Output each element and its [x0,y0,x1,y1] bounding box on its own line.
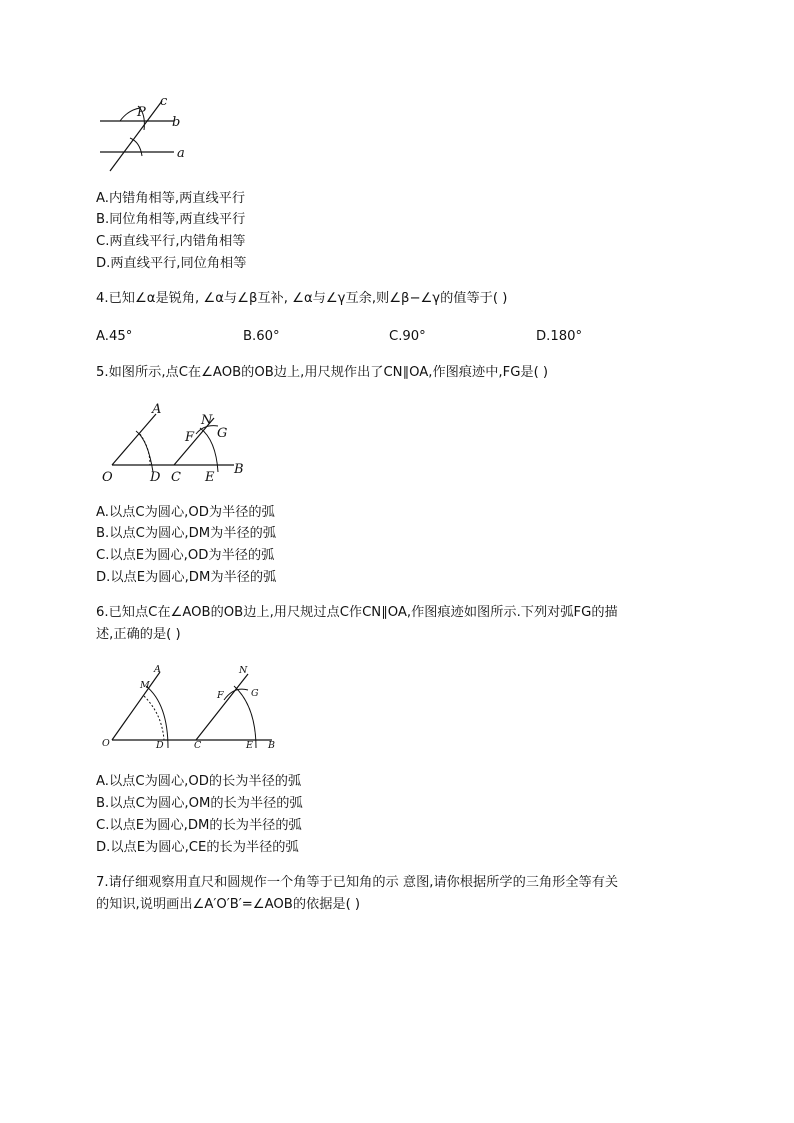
q6-option-a: A.以点C为圆心,OD的长为半径的弧 [96,774,302,789]
q3-option-a: A.内错角相等,两直线平行 [96,191,246,206]
label-c: c [160,94,168,109]
label-P: P [137,105,146,120]
q4-option-c: C.90° [389,329,426,344]
arc-D-dashed [144,696,164,740]
construction-figure-q5 [96,400,256,486]
label-A: A [152,402,162,417]
q7-stem-line1: 7.请仔细观察用直尺和圆规作一个角等于已知角的示 意图,请你根据所学的三角形全等有关 [96,875,619,890]
label-D: D [150,470,161,485]
q3-option-c: C.两直线平行,内错角相等 [96,234,246,249]
label-E: E [205,470,215,485]
q6-option-d: D.以点E为圆心,CE的长为半径的弧 [96,840,299,855]
ray-CN [196,674,248,740]
q6-option-c: C.以点E为圆心,DM的长为半径的弧 [96,818,302,833]
label-M: M [140,680,150,691]
q5-option-d: D.以点E为圆心,DM为半径的弧 [96,570,277,585]
label-C: C [194,740,202,751]
label-O: O [102,738,110,749]
q7-stem-line2: 的知识,说明画出∠A′O′B′=∠AOB的依据是( ) [96,897,361,912]
q5-stem: 5.如图所示,点C在∠AOB的OB边上,用尺规作出了CN∥OA,作图痕迹中,FG是( ) [96,365,549,380]
label-a: a [177,146,185,161]
q6-stem-line2: 述,正确的是( ) [96,627,181,642]
label-E: E [246,740,253,751]
q5-option-b: B.以点C为圆心,DM为半径的弧 [96,526,277,541]
q5-option-c: C.以点E为圆心,OD为半径的弧 [96,548,275,563]
label-b: b [172,115,181,130]
arc-D-solid [136,431,153,472]
parallel-lines-figure [92,96,202,176]
q4-option-d: D.180° [536,329,583,344]
q5-option-a: A.以点C为圆心,OD为半径的弧 [96,505,275,520]
label-N: N [239,665,248,676]
label-F: F [185,430,195,445]
label-G: G [217,426,228,441]
q3-option-d: D.两直线平行,同位角相等 [96,256,247,271]
q6-option-b: B.以点C为圆心,OM的长为半径的弧 [96,796,303,811]
q4-stem: 4.已知∠α是锐角, ∠α与∠β互补, ∠α与∠γ互余,则∠β−∠γ的值等于( ) [96,291,508,306]
construction-figure-q6 [96,660,282,754]
label-D: D [156,740,164,751]
label-G: G [251,688,259,699]
label-B: B [268,740,275,751]
q4-option-b: B.60° [243,329,280,344]
label-N: N [201,413,213,428]
label-F: F [217,690,224,701]
label-A: A [154,664,161,675]
label-O: O [102,470,113,485]
arc-D-dashed [140,434,150,465]
arc-D-solid [146,686,168,748]
label-C: C [171,470,181,485]
q4-option-a: A.45° [96,329,133,344]
q3-option-b: B.同位角相等,两直线平行 [96,212,246,227]
label-B: B [234,462,244,477]
line-c [110,101,162,171]
q6-stem-line1: 6.已知点C在∠AOB的OB边上,用尺规过点C作CN∥OA,作图痕迹如图所示.下列对弧FG的描 [96,605,618,620]
